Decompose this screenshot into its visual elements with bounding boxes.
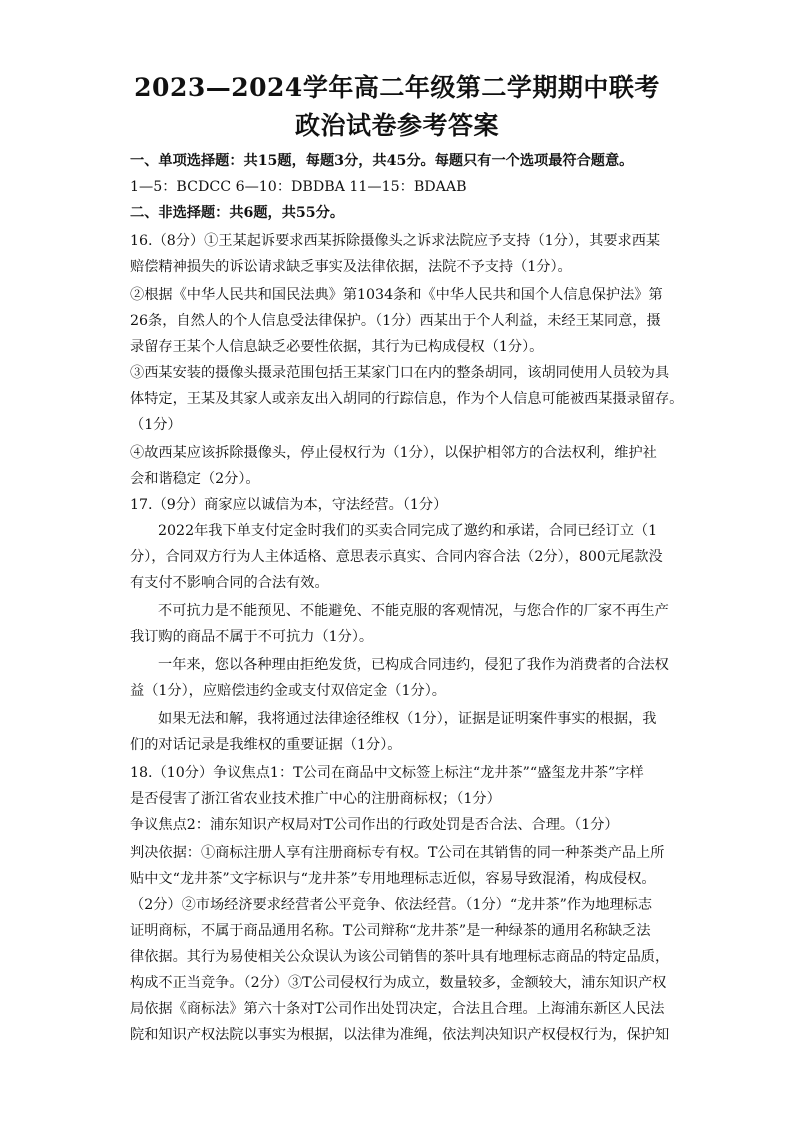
q16-line: （1分） [130,417,182,433]
q16-line: ④故西某应该拆除摄像头，停止侵权行为（1分），以保护相邻方的合法权利，维护社 [130,445,657,461]
q17-line: 如果无法和解，我将通过法律途径维权（1分），证据是证明案件事实的根据，我 [158,711,657,727]
q16-line: ③西某安装的摄像头摄录范围包括王某家门口在内的整条胡同，该胡同使用人员较为具 [130,365,670,381]
q17-line: 2022年我下单支付定金时我们的买卖合同完成了邀约和承诺，合同已经订立（1 [158,523,658,539]
q17-line: 17.（9分）商家应以诚信为本，守法经营。（1分） [130,497,448,513]
q18-line: 争议焦点2：浦东知识产权局对T公司作出的行政处罚是否合法、合理。（1分） [130,817,619,833]
section-1-heading: 一、单项选择题：共15题，每题3分，共45分。每题只有一个选项最符合题意。 [130,153,634,169]
q18-line: 构成不正当竞争。（2分）③T公司侵权行为成立，数量较多，金额较大，浦东知识产权 [130,975,667,991]
q18-line: （2分）②市场经济要求经营者公平竞争、依法经营。（1分）“龙井茶”作为地理标志 [130,897,653,913]
q16-line: 录留存王某个人信息缺乏必要性依据，其行为已构成侵权（1分）。 [130,339,544,355]
q18-line: 18.（10分）争议焦点1：T公司在商品中文标签上标注“龙井茶”“盛玺龙井茶”字样 [130,765,644,781]
section-2-heading: 二、非选择题：共6题，共55分。 [130,205,345,221]
q17-line: 分），合同双方行为人主体适格、意思表示真实、合同内容合法（2分），800元尾款没 [130,549,663,565]
q18-line: 证明商标，不属于商品通用名称。T公司辩称“龙井茶”是一种绿茶的通用名称缺乏法 [130,923,651,939]
mcq-answers: 1—5：BCDCC 6—10：DBDBA 11—15：BDAAB [130,179,467,195]
q18-line: 是否侵害了浙江省农业技术推广中心的注册商标权；（1分） [130,791,501,807]
q17-line: 们的对话记录是我维权的重要证据（1分）。 [130,737,402,753]
q18-line: 局依据《商标法》第六十条对T公司作出处罚决定，合法且合理。上海浦东新区人民法 [130,1001,665,1017]
q16-line: 赔偿精神损失的诉讼请求缺乏事实及法律依据，法院不予支持（1分）。 [130,259,572,275]
q16-line: 16.（8分）①王某起诉要求西某拆除摄像头之诉求法院应予支持（1分），其要求西某 [130,233,661,249]
q17-line: 我订购的商品不属于不可抗力（1分）。 [130,629,374,645]
q17-line: 有支付不影响合同的合法有效。 [130,575,329,591]
document-subtitle: 政治试卷参考答案 [294,111,499,140]
q18-line: 律依据。其行为易使相关公众误认为该公司销售的茶叶具有地理标志商品的特定品质， [130,949,670,965]
q17-line: 益（1分），应赔偿违约金或支付双倍定金（1分）。 [130,683,446,699]
q18-line: 院和知识产权法院以事实为根据，以法律为准绳，依法判决知识产权侵权行为，保护知 [130,1027,670,1043]
document-title: 2023—2024学年高二年级第二学期期中联考 [134,73,660,102]
q17-line: 不可抗力是不能预见、不能避免、不能克服的客观情况，与您合作的厂家不再生产 [158,603,669,619]
q17-line: 一年来，您以各种理由拒绝发货，已构成合同违约，侵犯了我作为消费者的合法权 [158,657,669,673]
q16-line: 会和谐稳定（2分）。 [130,471,260,487]
q16-line: 体特定，王某及其家人或亲友出入胡同的行踪信息，作为个人信息可能被西某摄录留存。 [130,391,684,407]
q16-line: ②根据《中华人民共和国民法典》第1034条和《中华人民共和国个人信息保护法》第 [130,287,663,303]
q18-line: 贴中文“龙井茶”文字标识与“龙井茶”专用地理标志近似，容易导致混淆，构成侵权。 [130,871,656,887]
q18-line: 判决依据：①商标注册人享有注册商标专有权。T公司在其销售的同一种茶类产品上所 [130,845,665,861]
q16-line: 26条，自然人的个人信息受法律保护。（1分）西某出于个人利益，未经王某同意，摄 [130,313,661,329]
